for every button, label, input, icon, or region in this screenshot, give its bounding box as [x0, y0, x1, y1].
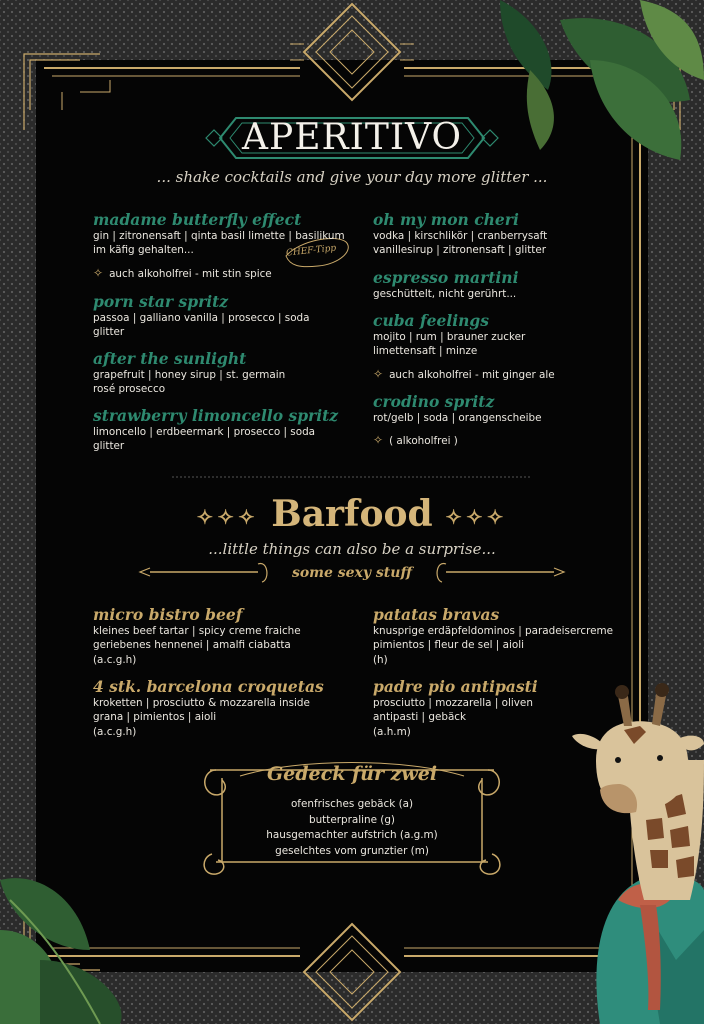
plant-leaves-bottom-left — [0, 878, 122, 1024]
cocktail-name: strawberry limoncello spritz — [93, 406, 339, 425]
gedeck-title: Gedeck für zwei — [266, 763, 438, 785]
food-item — [373, 605, 613, 667]
barfood-title: ✧✧✧ Barfood ✧✧✧ — [196, 493, 508, 535]
cocktail-item — [373, 210, 547, 258]
cocktail-name: espresso martini — [373, 268, 519, 287]
food-name: patatas bravas — [373, 605, 500, 624]
cocktail-ingredients: passoa | galliano vanilla | prosecco | soda glitter — [93, 312, 310, 339]
aperitivo-title: APERITIVO — [242, 117, 462, 158]
cocktail-item — [93, 349, 285, 397]
food-name: 4 stk. barcelona croquetas — [93, 677, 324, 696]
cocktail-item — [373, 311, 555, 381]
stars-left-icon: ✧✧✧ — [196, 505, 259, 529]
barfood-banner: some sexy stuff — [291, 565, 413, 581]
aperitivo-subtitle: ... shake cocktails and give your day more glitter ... — [156, 168, 548, 186]
cocktail-note: ✧ auch alkoholfrei - mit ginger ale — [373, 366, 555, 381]
stars-right-icon: ✧✧✧ — [445, 505, 508, 529]
food-ingredients: prosciutto | mozzarella | oliven antipasti | gebäck (a.h.m) — [373, 697, 533, 738]
cocktail-ingredients: mojito | rum | brauner zucker limettensaft | minze — [373, 331, 526, 358]
food-item — [373, 677, 538, 739]
cocktail-ingredients: geschüttelt, nicht gerührt... — [373, 288, 517, 300]
sparkle-icon: ✧ — [373, 433, 384, 448]
food-ingredients: knusprige erdäpfeldominos | paradeisercreme pimientos | fleur de sel | aioli (h) — [373, 625, 614, 666]
cocktail-item — [373, 268, 518, 301]
gedeck-line: butterpraline (g) — [309, 813, 395, 826]
gedeck-list — [0, 797, 704, 859]
gedeck-line: hausgemachter aufstrich (a.g.m) — [266, 829, 438, 841]
cocktail-ingredients: vodka | kirschlikör | cranberrysaft vanillesirup | zitronensaft | glitter — [373, 230, 548, 257]
food-name: micro bistro beef — [93, 605, 243, 624]
cocktail-name: oh my mon cheri — [373, 210, 519, 229]
cocktail-name: madame butterfly effect — [93, 210, 302, 229]
cocktail-ingredients: grapefruit | honey sirup | st. germain rosé prosecco — [93, 369, 286, 396]
sparkle-icon: ✧ — [93, 265, 104, 280]
food-item — [93, 677, 324, 739]
cocktail-note: ✧ auch alkoholfrei - mit stin spice — [93, 265, 272, 280]
chef-tip-badge: CHEF-Tipp — [285, 243, 337, 259]
cocktail-ingredients: limoncello | erdbeermark | prosecco | soda glitter — [93, 426, 316, 453]
food-ingredients: kroketten | prosciutto & mozzarella inside grana | pimientos | aioli (a.c.g.h) — [93, 697, 310, 738]
cocktail-ingredients: gin | zitronensaft | qinta basil limette | basilikum im käfig gehalten... — [93, 230, 345, 257]
food-ingredients: kleines beef tartar | spicy creme fraiche geriebenes hennenei | amalfi ciabatta (a.c.g.h) — [93, 625, 301, 666]
cocktail-item — [93, 406, 338, 454]
gedeck-line: ofenfrisches gebäck (a) — [290, 798, 414, 810]
gedeck-line: geselchtes vom grunztier (m) — [275, 844, 429, 857]
sparkle-icon: ✧ — [373, 366, 384, 381]
cocktail-name: after the sunlight — [93, 349, 247, 368]
cocktail-name: crodino spritz — [373, 392, 495, 411]
cocktail-item — [93, 292, 310, 340]
cocktail-ingredients: rot/gelb | soda | orangenscheibe — [373, 412, 542, 424]
cocktail-item — [373, 392, 542, 447]
food-item — [93, 605, 301, 667]
food-name: padre pio antipasti — [373, 677, 538, 696]
barfood-subtitle: ...little things can also be a surprise... — [208, 540, 496, 558]
cocktail-name: cuba feelings — [373, 311, 489, 330]
cocktail-item — [93, 210, 345, 280]
cocktail-name: porn star spritz — [93, 292, 229, 311]
cocktail-note: ✧ ( alkoholfrei ) — [373, 433, 458, 448]
